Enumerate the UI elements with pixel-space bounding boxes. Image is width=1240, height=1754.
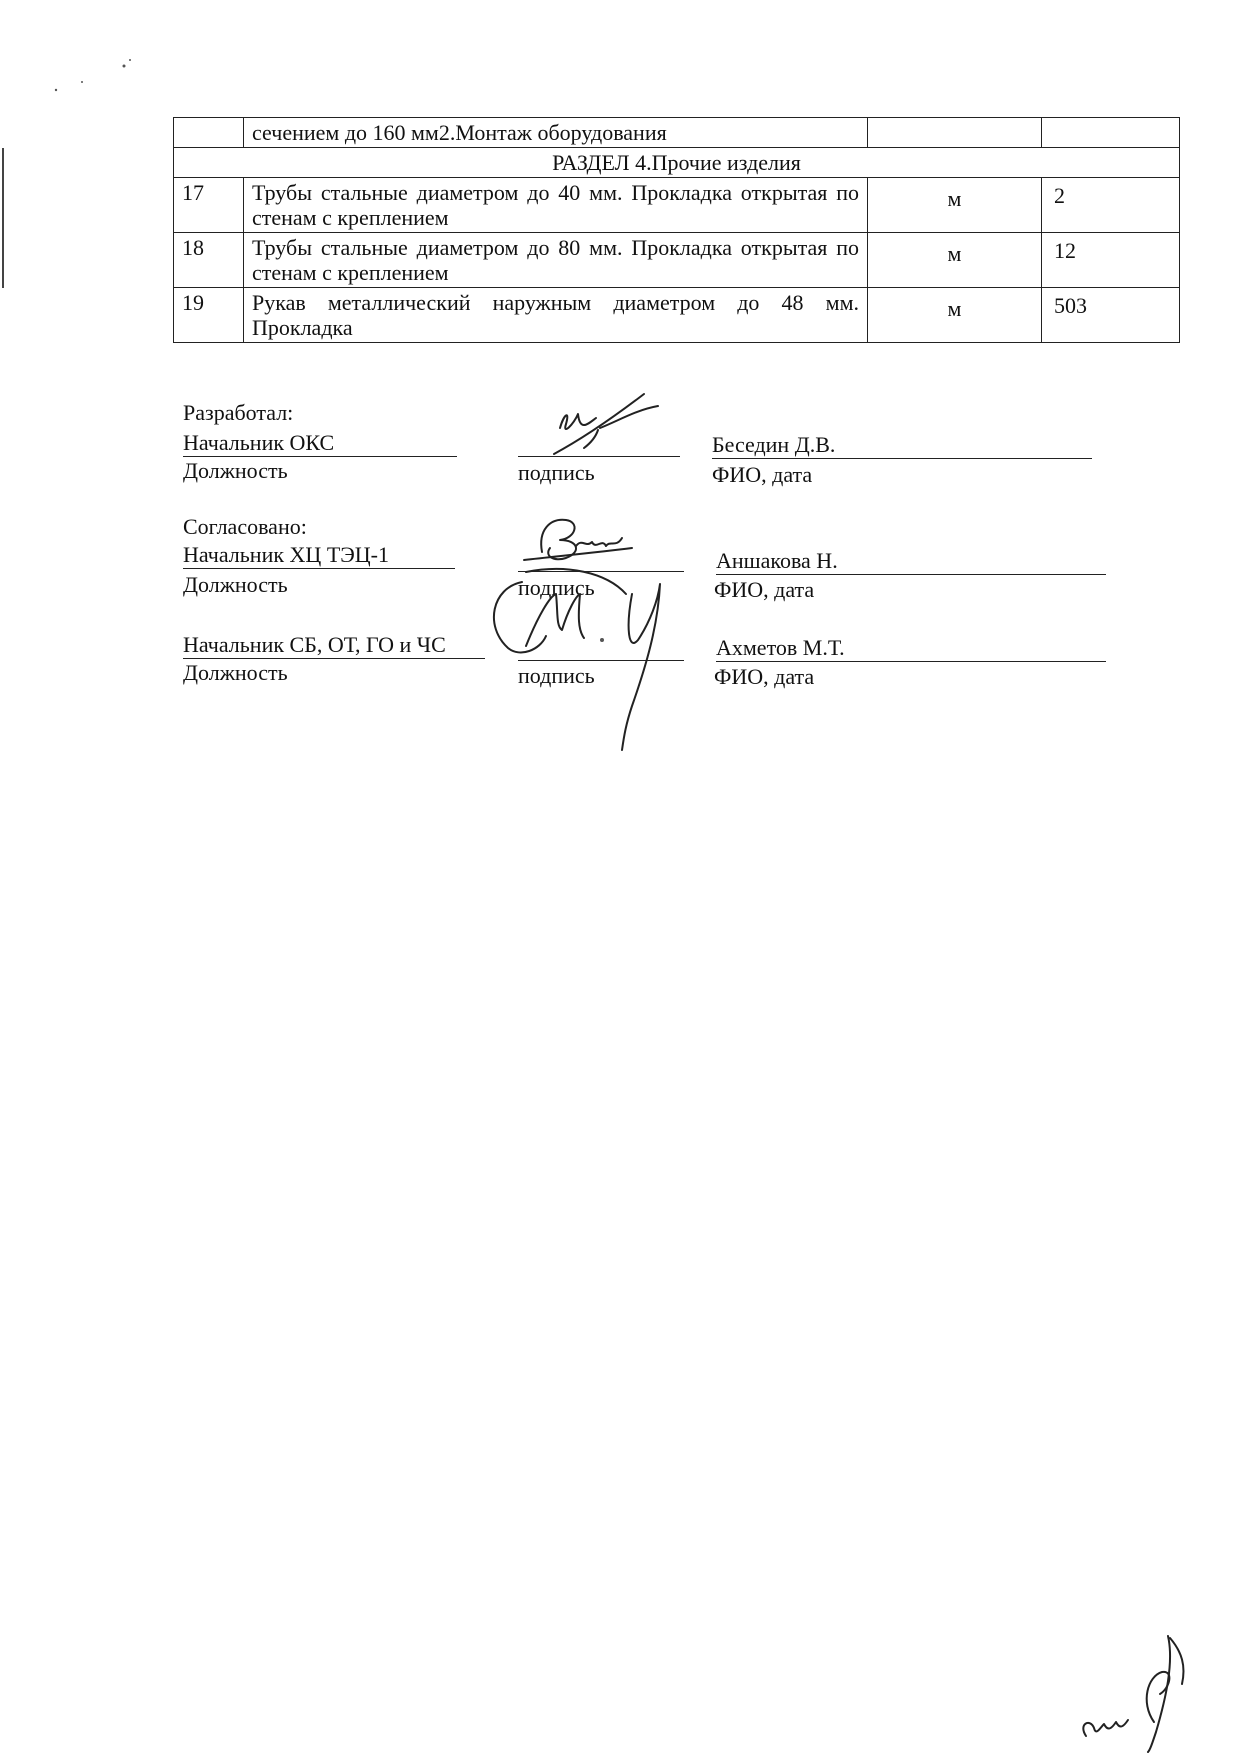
developed-name-caption: ФИО, дата [712, 462, 813, 487]
developed-position: Начальник ОКС [183, 430, 457, 457]
specification-table [173, 117, 1180, 343]
section-heading: РАЗДЕЛ 4.Прочие изделия [174, 148, 1180, 178]
row-number: 19 [174, 288, 244, 343]
row-description: Рукав металлический наружным диаметром до 48 мм. Прокладка [244, 288, 868, 343]
agreed-position-1: Начальник ХЦ ТЭЦ-1 [183, 542, 455, 569]
row-unit: м [868, 288, 1042, 343]
table-row [174, 233, 1180, 288]
handwritten-signature-3 [486, 566, 686, 756]
table-row-continued [174, 118, 1180, 148]
table-row [174, 288, 1180, 343]
row-description: сечением до 160 мм2.Монтаж оборудования [244, 118, 868, 148]
row-quantity: 12 [1042, 233, 1180, 288]
row-number: 17 [174, 178, 244, 233]
row-quantity: 503 [1042, 288, 1180, 343]
developed-heading: Разработал: [183, 400, 294, 425]
agreed-name-2: Ахметов М.Т. [716, 635, 1106, 662]
agreed-position-caption-1: Должность [183, 572, 288, 597]
row-number: 18 [174, 233, 244, 288]
row-number [174, 118, 244, 148]
corner-signature [1070, 1632, 1200, 1752]
agreed-heading: Согласовано: [183, 514, 307, 539]
agreed-position-2: Начальник СБ, ОТ, ГО и ЧС [183, 632, 485, 659]
agreed-signature-caption-1: подпись [518, 575, 595, 600]
row-description: Трубы стальные диаметром до 40 мм. Прокладка открытая по стенам с креплением [244, 178, 868, 233]
row-unit: м [868, 233, 1042, 288]
agreed-name-1: Аншакова Н. [716, 548, 1106, 575]
agreed-name-caption-1: ФИО, дата [714, 577, 815, 602]
developed-name: Беседин Д.В. [712, 432, 1092, 459]
developed-position-caption: Должность [183, 458, 288, 483]
handwritten-signature-1 [540, 384, 670, 464]
agreed-position-caption-2: Должность [183, 660, 288, 685]
agreed-signature-caption-2: подпись [518, 663, 595, 688]
row-unit: м [868, 178, 1042, 233]
table-section-row [174, 148, 1180, 178]
developed-signature-caption: подпись [518, 460, 595, 485]
handwritten-signature-2 [520, 512, 650, 570]
agreed-name-caption-2: ФИО, дата [714, 664, 815, 689]
scan-specks [50, 56, 140, 96]
row-unit [868, 118, 1042, 148]
table-row [174, 178, 1180, 233]
row-quantity: 2 [1042, 178, 1180, 233]
row-quantity [1042, 118, 1180, 148]
row-description: Трубы стальные диаметром до 80 мм. Прокладка открытая по стенам с креплением [244, 233, 868, 288]
scan-edge-mark [2, 148, 4, 288]
